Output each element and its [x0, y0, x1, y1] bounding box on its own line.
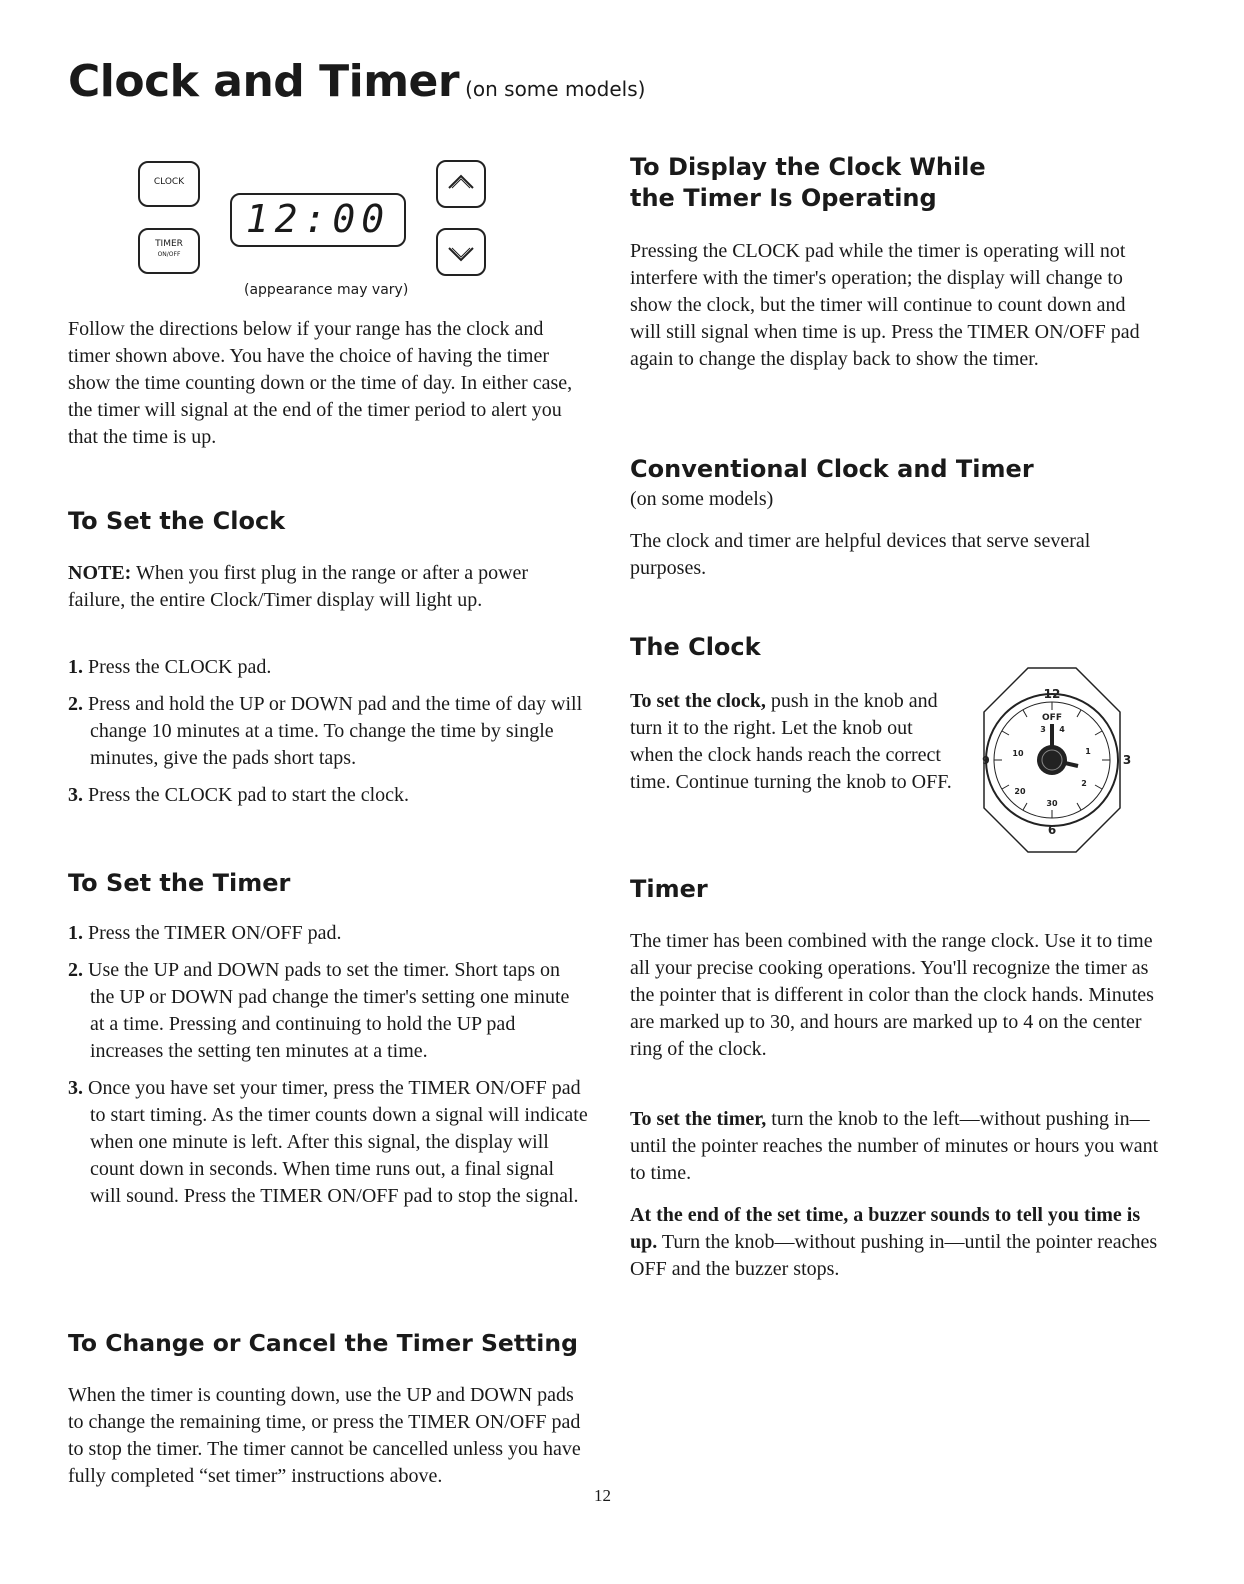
up-pad	[436, 160, 486, 208]
list-item: 3. Once you have set your timer, press the TIMER ON/OFF pad to start timing. As the timer counts down a signal will indicate when one minute is left. After this signal, the display will count down in seconds. When time runs out, a final signal will sound. Press the TIMER ON/OFF pad to stop the signal.	[68, 1077, 588, 1207]
set-clock-note	[68, 560, 588, 614]
timer-paragraph-1: The timer has been combined with the range clock. Use it to time all your precise cooking operations. You'll recognize the timer as the pointer that is different in color than the clock hands. Minutes are marked up to 30, and hours are marked up to 4 on the center ring of the clock.	[630, 930, 1154, 1060]
set-clock-heading: To Set the Clock	[68, 507, 286, 535]
change-timer-heading: To Change or Cancel the Timer Setting	[68, 1329, 578, 1357]
display-clock-paragraph: Pressing the CLOCK pad while the timer is operating will not interfere with the timer's operation; the display will change to show the clock, but the timer will continue to count down and will still signal when time is up. Press the TIMER ON/OFF pad again to change the display back to show the timer.	[630, 240, 1140, 370]
list-item: 2. Press and hold the UP or DOWN pad and the time of day will change 10 minutes at a time. To change the time by single minutes, give the pads short taps.	[68, 693, 583, 769]
set-clock-steps	[68, 654, 588, 819]
chevron-down-icon	[438, 230, 484, 274]
the-clock-paragraph: To set the clock, push in the knob and turn it to the right. Let the knob out when the clock hands reach the correct time. Continue turning the knob to OFF.	[630, 690, 952, 793]
timer-label-2: 2	[1081, 779, 1087, 788]
timer-label-4: 4	[1059, 725, 1065, 734]
conventional-heading: Conventional Clock and Timer	[630, 455, 1034, 483]
timer-label-10: 10	[1012, 749, 1024, 758]
timer-label-20: 20	[1014, 787, 1026, 796]
page-title-sub: (on some models)	[465, 77, 646, 101]
timer-pad: TIMER ON/OFF	[138, 228, 200, 274]
conventional-sub: (on some models)	[630, 488, 774, 510]
timer-heading: Timer	[630, 875, 708, 903]
set-timer-heading: To Set the Timer	[68, 869, 291, 897]
timer-paragraph-3: At the end of the set time, a buzzer sounds to tell you time is up. Turn the knob—without pushing in—until the pointer reaches OFF and the buzzer stops.	[630, 1204, 1158, 1280]
timer-label-3: 3	[1040, 725, 1046, 734]
figure-caption: (appearance may vary)	[244, 282, 409, 298]
conventional-paragraph: The clock and timer are helpful devices that serve several purposes.	[630, 530, 1091, 579]
clock-display	[230, 193, 406, 247]
display-clock-heading: To Display the Clock While the Timer Is Operating	[630, 153, 986, 213]
list-item: 3. Press the CLOCK pad to start the clock.	[68, 784, 410, 806]
timer-label-off: OFF	[1042, 713, 1062, 723]
note-label: NOTE:	[68, 562, 132, 584]
display-readout: 12:00	[245, 197, 391, 241]
page-title-main: Clock and Timer	[68, 56, 460, 107]
down-pad	[436, 228, 486, 276]
intro-paragraph: Follow the directions below if your range has the clock and timer shown above. You have the choice of having the timer show the time counting down or the time of day. In either case, the timer will signal at the end of the timer period to alert you that the time is up.	[68, 318, 573, 448]
set-timer-steps	[68, 920, 588, 1220]
page-title	[68, 56, 645, 107]
timer-label-1: 1	[1085, 747, 1091, 756]
clock-pad: CLOCK	[138, 161, 200, 207]
chevron-up-icon	[438, 162, 484, 206]
timer-paragraph-2: To set the timer, turn the knob to the left—without pushing in—until the pointer reaches the number of minutes or hours you want to time.	[630, 1108, 1159, 1184]
list-item: 1. Press the TIMER ON/OFF pad.	[68, 922, 342, 944]
page-number: 12	[594, 1486, 611, 1505]
control-panel-figure	[68, 158, 588, 308]
the-clock-heading: The Clock	[630, 633, 761, 661]
list-item: 2. Use the UP and DOWN pads to set the timer. Short taps on the UP or DOWN pad change the timer's setting one minute at a time. Pressing and continuing to hold the UP pad increases the setting ten minutes at a time.	[68, 959, 570, 1062]
dial-label-3: 3	[1122, 753, 1132, 767]
list-item: 1. Press the CLOCK pad.	[68, 656, 272, 678]
timer-label-30: 30	[1046, 799, 1058, 808]
dial-label-9: 9	[982, 754, 990, 767]
note-text: When you first plug in the range or after a power failure, the entire Clock/Timer display will light up.	[68, 562, 529, 611]
dial-label-6: 6	[1047, 823, 1057, 837]
clock-dial-figure	[970, 664, 1134, 856]
change-timer-paragraph: When the timer is counting down, use the UP and DOWN pads to change the remaining time, or press the TIMER ON/OFF pad to stop the timer. The timer cannot be cancelled unless you have fully completed “set timer” instructions above.	[68, 1384, 581, 1487]
dial-label-12: 12	[1043, 687, 1061, 701]
